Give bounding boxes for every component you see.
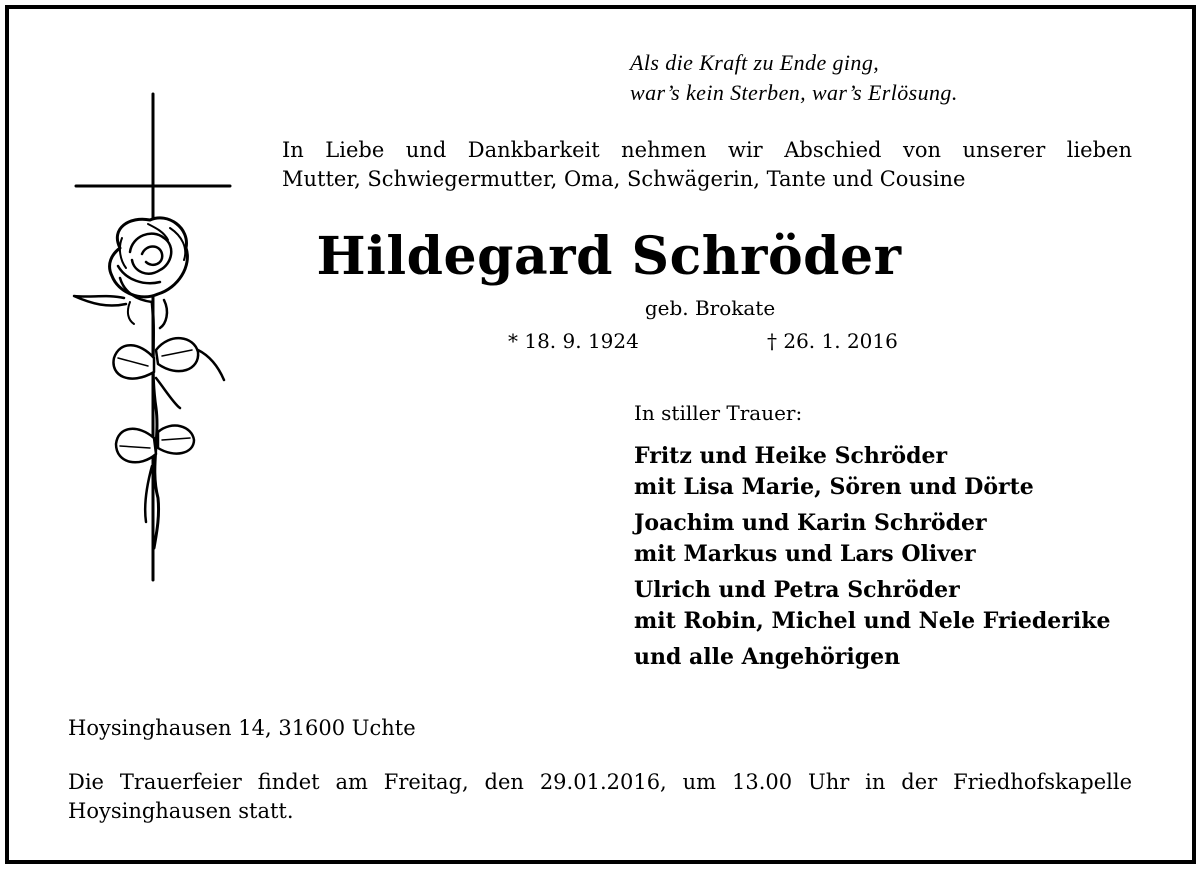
deceased-name: Hildegard Schröder xyxy=(316,226,902,287)
mourner-group-1-line-1: Fritz und Heike Schröder xyxy=(634,443,948,469)
mourner-group-2-line-1: Joachim und Karin Schröder xyxy=(634,510,987,536)
address: Hoysinghausen 14, 31600 Uchte xyxy=(68,716,416,740)
death-date: † 26. 1. 2016 xyxy=(767,329,898,353)
mourners-heading: In stiller Trauer: xyxy=(634,401,803,425)
mourners-list xyxy=(634,441,1110,673)
birth-date: * 18. 9. 1924 xyxy=(508,329,639,353)
service-info xyxy=(68,768,1132,826)
verse-line-1: Als die Kraft zu Ende ging, xyxy=(630,50,880,75)
cross-with-rose-icon xyxy=(60,88,240,588)
intro-text xyxy=(282,136,1132,194)
maiden-name: geb. Brokate xyxy=(644,296,776,320)
service-line-1: Die Trauerfeier findet am Freitag, den 29.01.2016, um 13.00 Uhr in der Friedhofskapelle xyxy=(68,770,1132,794)
mourner-group-3-line-1: Ulrich und Petra Schröder xyxy=(634,577,960,603)
intro-line-2: Mutter, Schwiegermutter, Oma, Schwägerin, Tante und Cousine xyxy=(282,167,966,191)
mourner-group-3-line-2: mit Robin, Michel und Nele Friederike xyxy=(634,608,1111,634)
mourner-group-1-line-2: mit Lisa Marie, Sören und Dörte xyxy=(634,474,1034,500)
mourners-closing: und alle Angehörigen xyxy=(634,644,901,670)
service-line-2: Hoysinghausen statt. xyxy=(68,799,294,823)
intro-line-1: In Liebe und Dankbarkeit nehmen wir Abschied von unserer lieben xyxy=(282,138,1132,162)
verse-line-2: war’s kein Sterben, war’s Erlösung. xyxy=(630,80,958,105)
verse xyxy=(630,48,958,108)
mourner-group-2-line-2: mit Markus und Lars Oliver xyxy=(634,541,976,567)
